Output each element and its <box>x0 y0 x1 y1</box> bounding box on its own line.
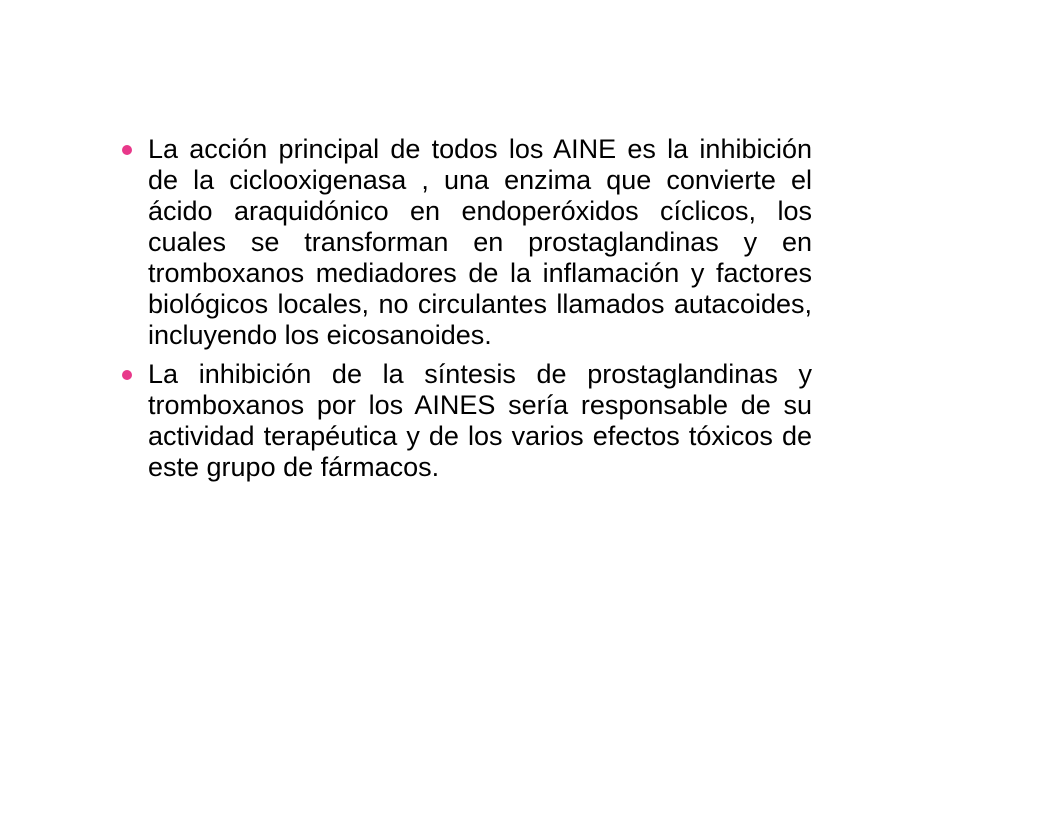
bullet-item-1 <box>122 134 812 351</box>
bullet-dot-icon <box>122 145 132 155</box>
bullet-dot-icon <box>122 370 132 380</box>
bullet-item-2 <box>122 359 812 483</box>
bullet-text-2: La inhibición de la síntesis de prostaglandinas y tromboxanos por los AINES sería responsable de su actividad terapéutica y de los varios efectos tóxicos de este grupo de fármacos. <box>148 359 812 482</box>
bullet-list <box>122 134 812 491</box>
bullet-text-1: La acción principal de todos los AINE es la inhibición de la ciclooxigenasa , una enzima que convierte el ácido araquidónico en endoperóxidos cíclicos, los cuales se transforman en prostaglandinas y en tromboxanos mediadores de la inflamación y factores biológicos locales, no circulantes llamados autacoides, incluyendo los eicosanoides. <box>148 134 812 350</box>
